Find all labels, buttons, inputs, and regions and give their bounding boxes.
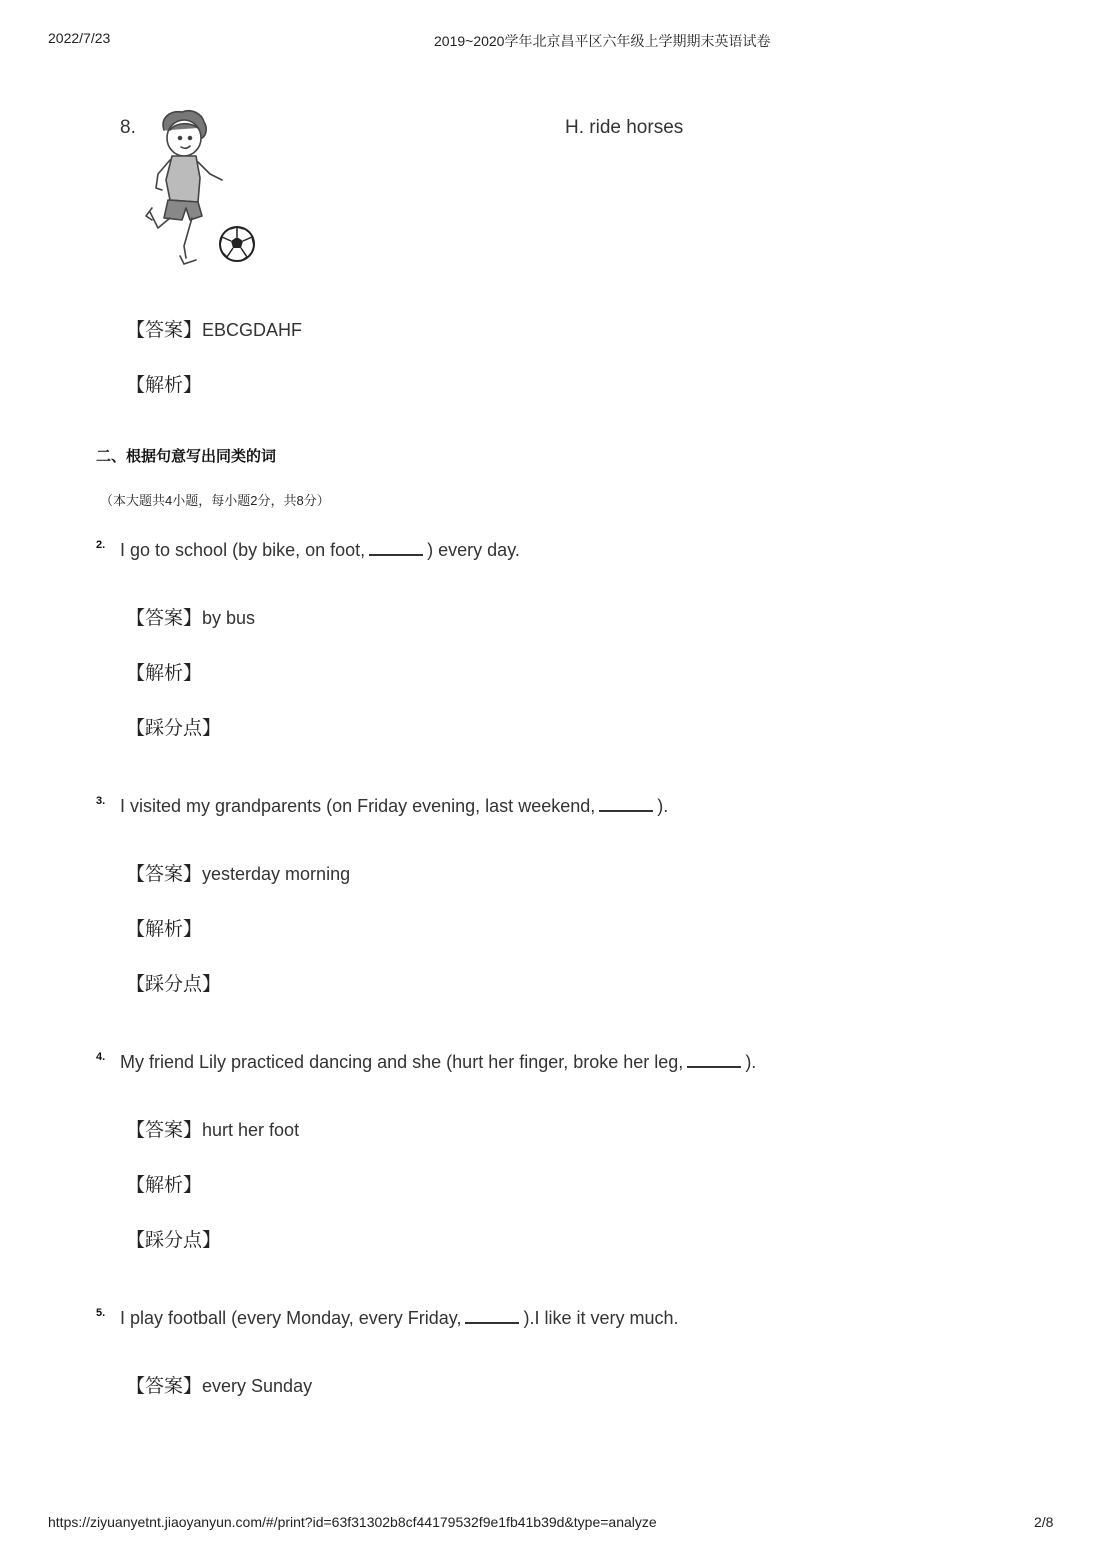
question-answer bbox=[126, 1371, 312, 1398]
question-text bbox=[120, 1052, 756, 1073]
question-number: 5. bbox=[96, 1307, 106, 1319]
answer-blank bbox=[687, 1065, 741, 1068]
question-text bbox=[120, 540, 520, 561]
matching-option-h: H. ride horses bbox=[565, 117, 684, 138]
question-text-after: ). bbox=[657, 796, 669, 816]
question-answer bbox=[126, 859, 350, 886]
question-number: 3. bbox=[96, 795, 106, 807]
analysis-label: 【解析】 bbox=[126, 1175, 203, 1196]
section-title: 二、根据句意写出同类的词 bbox=[96, 448, 277, 465]
question-text bbox=[120, 796, 668, 817]
question-text-after: ).I like it very much. bbox=[523, 1308, 679, 1328]
question-answer bbox=[126, 603, 255, 630]
document-title: 2019~2020学年北京昌平区六年级上学期期末英语试卷 bbox=[434, 33, 771, 49]
question-text-after: ) every day. bbox=[427, 540, 520, 560]
page-number: 2/8 bbox=[1034, 1514, 1054, 1530]
answer-label: 【答案】 bbox=[126, 320, 203, 341]
answer-label: 【答案】 bbox=[126, 864, 203, 885]
answer-value: EBCGDAHF bbox=[202, 320, 303, 340]
answer-blank bbox=[599, 809, 653, 812]
page-url[interactable]: https://ziyuanyetnt.jiaoyanyun.com/#/print?id=63f31302b8cf44179532f9e1fb41b39d&type=analyze bbox=[48, 1514, 657, 1530]
question-text bbox=[120, 1308, 679, 1329]
answer-value: every Sunday bbox=[202, 1376, 313, 1396]
answer-blank bbox=[465, 1321, 519, 1324]
scoring-points-label: 【踩分点】 bbox=[126, 718, 222, 739]
football-icon bbox=[220, 227, 254, 261]
answer-value: by bus bbox=[202, 608, 256, 628]
analysis-label: 【解析】 bbox=[126, 919, 203, 940]
print-date: 2022/7/23 bbox=[48, 30, 111, 46]
question-number: 4. bbox=[96, 1051, 106, 1063]
answer-label: 【答案】 bbox=[126, 608, 203, 629]
scoring-points-label: 【踩分点】 bbox=[126, 1230, 222, 1251]
question-text-after: ). bbox=[745, 1052, 757, 1072]
answer-label: 【答案】 bbox=[126, 1376, 203, 1397]
question-number: 2. bbox=[96, 539, 106, 551]
matching-analysis-label: 【解析】 bbox=[126, 375, 203, 396]
answer-value: yesterday morning bbox=[202, 864, 351, 884]
question-text-before: I visited my grandparents (on Friday evening, last weekend, bbox=[120, 796, 596, 816]
answer-value: hurt her foot bbox=[202, 1120, 300, 1140]
question-text-before: I play football (every Monday, every Friday, bbox=[120, 1308, 462, 1328]
section-note: （本大题共4小题，每小题2分，共8分） bbox=[100, 493, 330, 508]
analysis-label: 【解析】 bbox=[126, 663, 203, 684]
matching-answer bbox=[126, 315, 302, 342]
answer-blank bbox=[369, 553, 423, 556]
question-text-before: My friend Lily practiced dancing and she (hurt her finger, broke her leg, bbox=[120, 1052, 684, 1072]
question-text-before: I go to school (by bike, on foot, bbox=[120, 540, 366, 560]
boy-playing-football-illustration bbox=[140, 108, 262, 270]
answer-label: 【答案】 bbox=[126, 1120, 203, 1141]
scoring-points-label: 【踩分点】 bbox=[126, 974, 222, 995]
matching-item-number: 8. bbox=[120, 117, 136, 138]
question-answer bbox=[126, 1115, 299, 1142]
